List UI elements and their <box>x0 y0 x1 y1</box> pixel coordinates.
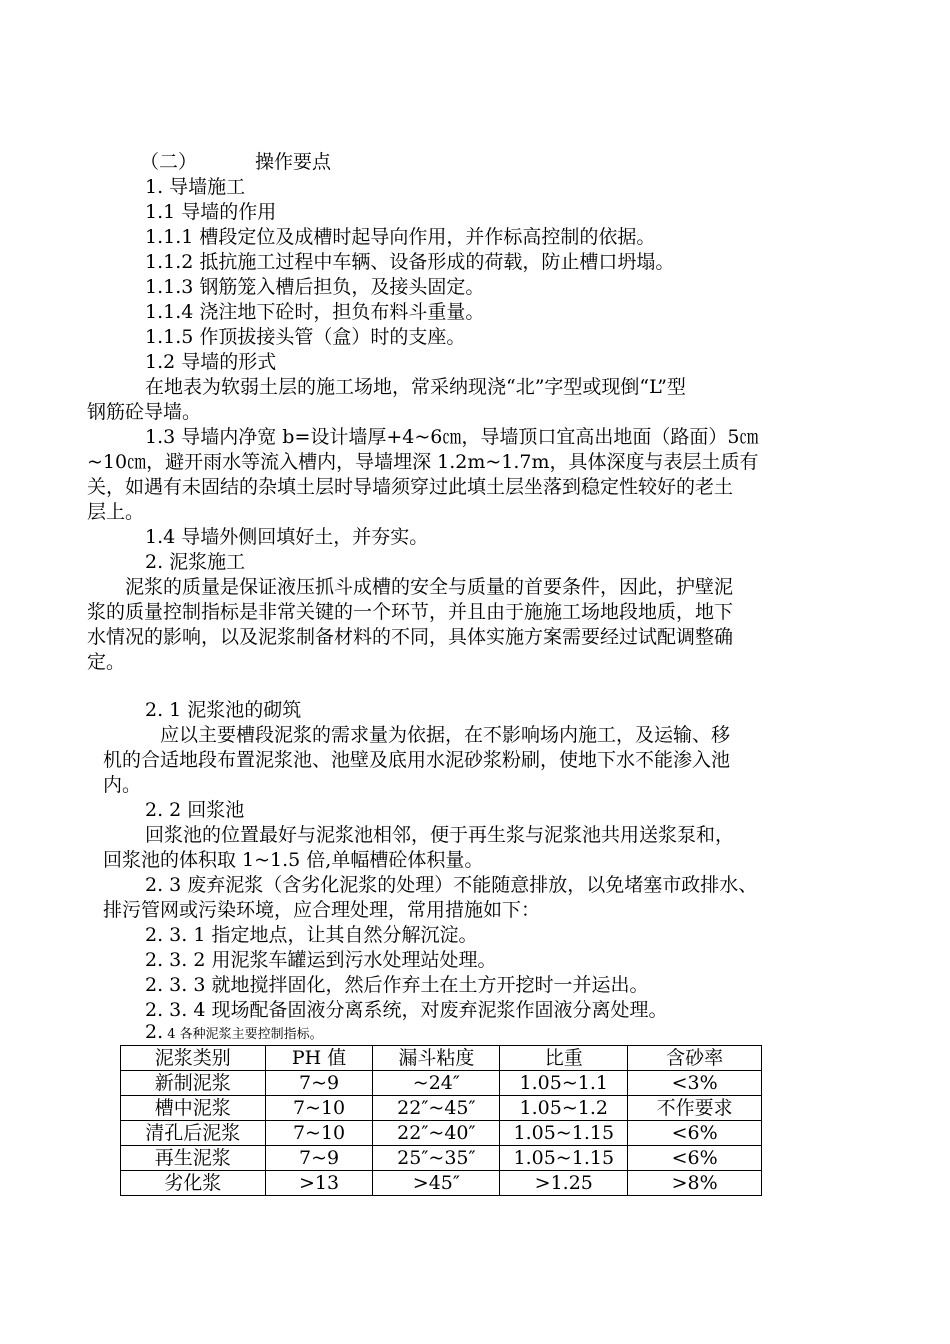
text-line: ~10㎝，避开雨水等流入槽内，导墙埋深 1.2m~1.7m，具体深度与表层土质有 <box>87 451 759 473</box>
table-caption: 2. 4 各种泥浆主要控制指标。 <box>145 1021 323 1043</box>
table-cell: 7~9 <box>265 1146 373 1171</box>
table-cell: ~24″ <box>373 1071 500 1096</box>
text-line: 应以主要槽段泥浆的需求量为依据，在不影响场内施工，及运输、移 <box>160 724 731 746</box>
text-line: 2. 泥浆施工 <box>145 551 246 573</box>
text-line: 1.1.1 槽段定位及成槽时起导向作用，并作标高控制的依据。 <box>145 226 656 248</box>
table-cell: 7~10 <box>265 1096 373 1121</box>
text-line: 在地表为软弱土层的施工场地，常采纳现浇“北”字型或现倒“L”型 <box>145 376 686 398</box>
table-row <box>121 1171 762 1196</box>
table-cell: 22″~40″ <box>373 1121 500 1146</box>
mud-control-table <box>120 1045 762 1196</box>
table-cell: <3% <box>628 1071 762 1096</box>
text-line: 浆的质量控制指标是非常关键的一个环节，并且由于施施工场地段地质，地下 <box>87 601 734 623</box>
text-line: 2. 3. 1 指定地点，让其自然分解沉淀。 <box>145 924 478 946</box>
table-header-cell: 泥浆类别 <box>121 1046 266 1071</box>
text-line: 1.3 导墙内净宽 b=设计墙厚+4~6㎝，导墙顶口宜高出地面（路面）5㎝ <box>145 426 759 448</box>
table-row <box>121 1146 762 1171</box>
text-line: 1.1.4 浇注地下砼时，担负布料斗重量。 <box>145 301 485 323</box>
table-cell: 7~10 <box>265 1121 373 1146</box>
text-line: 1.1.5 作顶拔接头管（盒）时的支座。 <box>145 326 466 348</box>
table-cell: 1.05~1.2 <box>500 1096 628 1121</box>
table-cell: >8% <box>628 1171 762 1196</box>
table-cell: 槽中泥浆 <box>121 1096 266 1121</box>
text-line: 2. 3. 2 用泥浆车罐运到污水处理站处理。 <box>145 949 497 971</box>
text-line: 内。 <box>103 774 142 796</box>
text-line: 操作要点 <box>255 151 332 173</box>
table-header-row <box>121 1046 762 1071</box>
table-row <box>121 1071 762 1096</box>
table-header-cell: 比重 <box>500 1046 628 1071</box>
table-cell: >1.25 <box>500 1171 628 1196</box>
text-line: 层上。 <box>87 501 145 523</box>
text-line: 2. 3 废弃泥浆（含劣化泥浆的处理）不能随意排放，以免堵塞市政排水、 <box>145 874 758 896</box>
text-line: 关，如遇有未固结的杂填土层时导墙须穿过此填土层坐落到稳定性较好的老土 <box>87 476 734 498</box>
table-cell: 再生泥浆 <box>121 1146 266 1171</box>
table-row <box>121 1096 762 1121</box>
text-line: 机的合适地段布置泥浆池、池壁及底用水泥砂浆粉刷，使地下水不能渗入池 <box>103 749 731 771</box>
text-line: 1.2 导墙的形式 <box>145 351 277 373</box>
table-row <box>121 1121 762 1146</box>
text-line: （二） <box>140 151 198 173</box>
text-line: 2. 3. 4 现场配备固液分离系统，对废弃泥浆作固液分离处理。 <box>145 999 668 1021</box>
text-line: 2. 3. 3 就地搅拌固化，然后作弃土在土方开挖时一并运出。 <box>145 974 649 996</box>
table-cell: 7~9 <box>265 1071 373 1096</box>
text-line: 1.1.2 抵抗施工过程中车辆、设备形成的荷载，防止槽口坍塌。 <box>145 251 675 273</box>
text-line: 定。 <box>87 651 126 673</box>
table-cell: 新制泥浆 <box>121 1071 266 1096</box>
table-cell: 1.05~1.15 <box>500 1121 628 1146</box>
table-cell: <6% <box>628 1146 762 1171</box>
text-line: 泥浆的质量是保证液压抓斗成槽的安全与质量的首要条件，因此，护壁泥 <box>125 576 734 598</box>
table-cell: 22″~45″ <box>373 1096 500 1121</box>
table-cell: >13 <box>265 1171 373 1196</box>
table-cell: >45″ <box>373 1171 500 1196</box>
text-line: 1.1 导墙的作用 <box>145 201 277 223</box>
table-header-cell: 含砂率 <box>628 1046 762 1071</box>
table-cell: 清孔后泥浆 <box>121 1121 266 1146</box>
table-cell: 25″~35″ <box>373 1146 500 1171</box>
text-line: 钢筋砼导墙。 <box>87 401 202 423</box>
table-cell: 劣化浆 <box>121 1171 266 1196</box>
table-cell: 1.05~1.15 <box>500 1146 628 1171</box>
text-line: 1.4 导墙外侧回填好土，并夯实。 <box>145 526 429 548</box>
table-header-cell: 漏斗粘度 <box>373 1046 500 1071</box>
text-line: 水情况的影响，以及泥浆制备材料的不同，具体实施方案需要经过试配调整确 <box>87 626 734 648</box>
table-cell: <6% <box>628 1121 762 1146</box>
text-line: 1. 导墙施工 <box>145 176 246 198</box>
table-cell: 1.05~1.1 <box>500 1071 628 1096</box>
table-cell: 不作要求 <box>628 1096 762 1121</box>
text-line: 回浆池的体积取 1~1.5 倍,单幅槽砼体积量。 <box>103 849 484 871</box>
text-line: 排污管网或污染环境，应合理处理，常用措施如下： <box>103 899 541 921</box>
text-line: 1.1.3 钢筋笼入槽后担负，及接头固定。 <box>145 276 485 298</box>
text-line: 回浆池的位置最好与泥浆池相邻，便于再生浆与泥浆池共用送浆泵和， <box>145 824 735 846</box>
table-header-cell: PH 值 <box>265 1046 373 1071</box>
text-line: 2. 1 泥浆池的砌筑 <box>145 699 302 721</box>
text-line: 2. 2 回浆池 <box>145 799 245 821</box>
